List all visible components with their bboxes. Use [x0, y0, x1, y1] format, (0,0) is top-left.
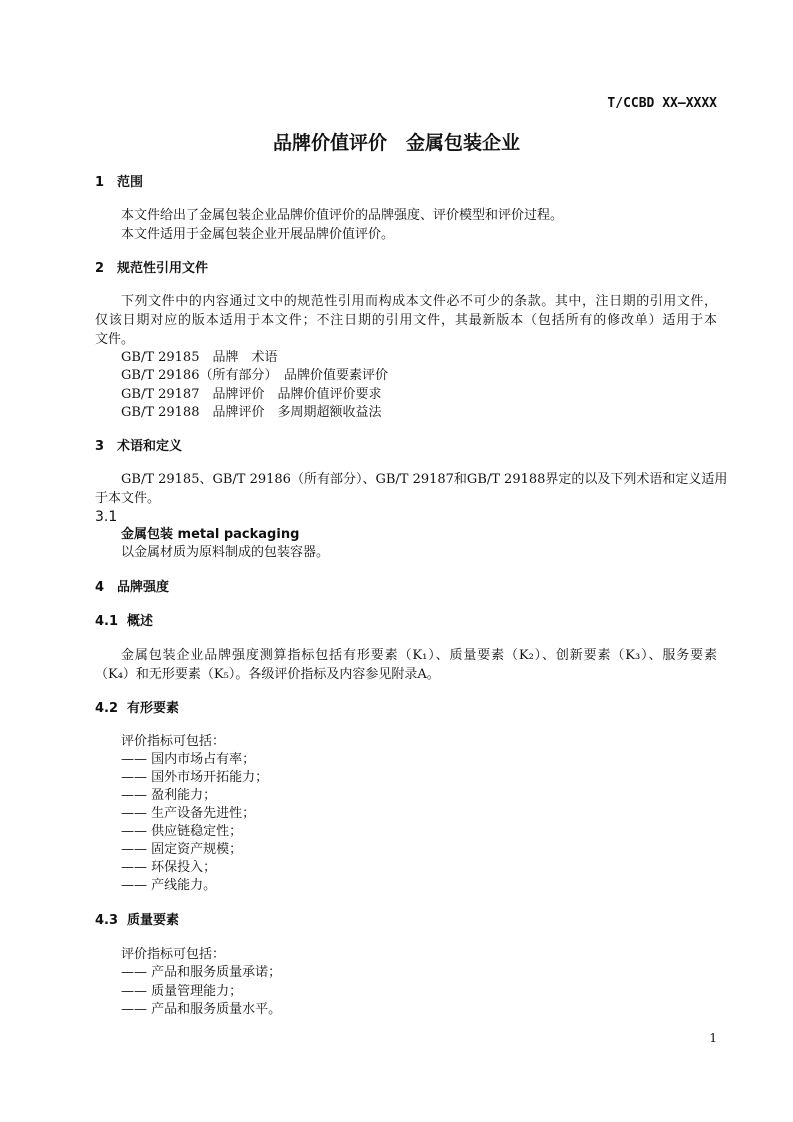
term-number: 3.1: [95, 509, 118, 525]
section-2-heading: 2 规范性引用文件: [95, 261, 209, 276]
reference-item: GB/T 29185 品牌 术语: [121, 350, 278, 365]
section-1-heading: 1 范围: [95, 175, 144, 190]
section-4-1-heading: 4.1 概述: [95, 614, 154, 629]
section-4-2-heading: 4.2 有形要素: [95, 701, 180, 716]
list-item: —— 产品和服务质量承诺；: [121, 965, 282, 980]
list-item: —— 国内市场占有率；: [121, 752, 256, 767]
paragraph-line: GB/T 29185、GB/T 29186（所有部分）、GB/T 29187和GB/T 29188界定的以及下列术语和定义适用: [121, 472, 728, 487]
section-3-heading: 3 术语和定义: [95, 439, 183, 454]
list-item: —— 产品和服务质量水平。: [121, 1002, 282, 1017]
paragraph-line: 下列文件中的内容通过文中的规范性引用而构成本文件必不可少的条款。其中，注日期的引用文件，: [121, 294, 717, 309]
paragraph-line: 仅该日期对应的版本适用于本文件；不注日期的引用文件，其最新版本（包括所有的修改单）适用于本: [95, 313, 717, 328]
list-item: —— 生产设备先进性；: [121, 806, 256, 821]
paragraph-line: 本文件给出了金属包装企业品牌价值评价的品牌强度、评价模型和评价过程。: [121, 208, 564, 223]
list-item: —— 供应链稳定性；: [121, 824, 243, 839]
reference-item: GB/T 29188 品牌评价 多周期超额收益法: [121, 405, 382, 420]
list-item: —— 产线能力。: [121, 878, 217, 893]
section-4-3-heading: 4.3 质量要素: [95, 913, 180, 928]
reference-item: GB/T 29186（所有部分） 品牌价值要素评价: [121, 368, 388, 383]
paragraph-line: 文件。: [95, 332, 135, 347]
section-4-heading: 4 品牌强度: [95, 580, 170, 595]
term-title: 金属包装 metal packaging: [121, 527, 300, 542]
list-item: —— 国外市场开拓能力；: [121, 770, 269, 785]
document-number: T/CCBD XX—XXXX: [607, 96, 717, 111]
list-item: —— 环保投入；: [121, 860, 217, 875]
paragraph-line: （K₄）和无形要素（K₅）。各级评价指标及内容参见附录A。: [95, 667, 440, 682]
paragraph-line: 于本文件。: [95, 491, 161, 506]
paragraph-line: 本文件适用于金属包装企业开展品牌价值评价。: [121, 227, 395, 242]
reference-item: GB/T 29187 品牌评价 品牌价值评价要求: [121, 387, 382, 402]
list-item: —— 固定资产规模；: [121, 842, 243, 857]
term-definition: 以金属材质为原料制成的包装容器。: [121, 545, 330, 560]
list-item: —— 盈利能力；: [121, 788, 217, 803]
paragraph-line: 金属包装企业品牌强度测算指标包括有形要素（K₁）、质量要素（K₂）、创新要素（K₃）、服务要素: [121, 648, 717, 663]
document-title: 品牌价值评价 金属包装企业: [272, 132, 520, 154]
page-number: 1: [709, 1031, 717, 1045]
list-intro: 评价指标可包括：: [121, 947, 226, 962]
list-intro: 评价指标可包括：: [121, 734, 226, 749]
list-item: —— 质量管理能力；: [121, 984, 243, 999]
